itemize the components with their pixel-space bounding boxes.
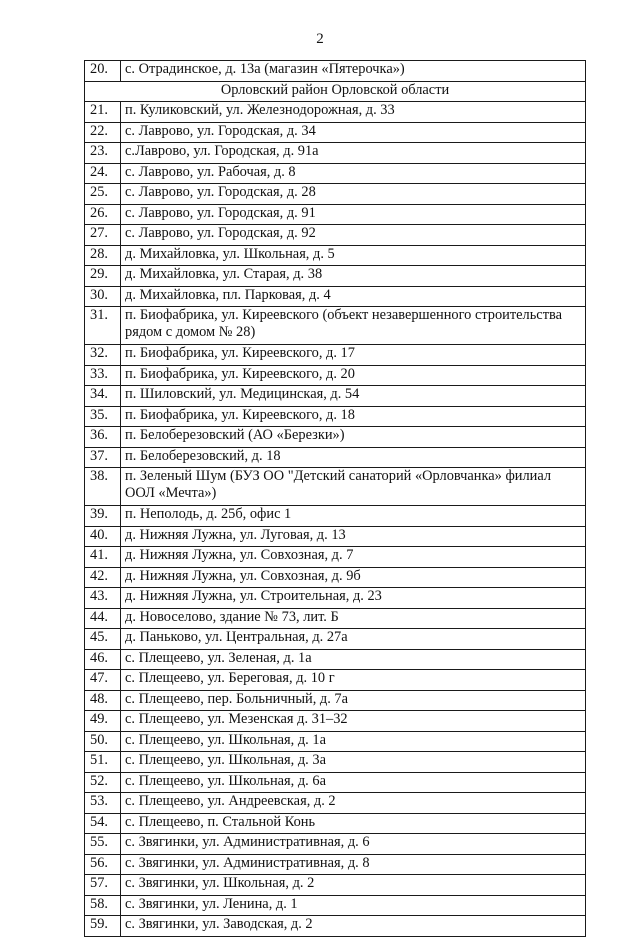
table-row [85,102,586,123]
row-number: 34. [85,386,121,407]
table-row [85,307,586,345]
row-number: 57. [85,875,121,896]
row-number: 42. [85,567,121,588]
table-row [85,526,586,547]
row-number: 28. [85,245,121,266]
table-row [85,772,586,793]
row-number: 31. [85,307,121,345]
row-number: 23. [85,143,121,164]
row-address: п. Белоберезовский, д. 18 [121,447,586,468]
row-address: с. Звягинки, ул. Административная, д. 6 [121,834,586,855]
row-number: 51. [85,752,121,773]
table-row [85,854,586,875]
table-row [85,588,586,609]
row-address: д. Михайловка, пл. Парковая, д. 4 [121,286,586,307]
table-row [85,447,586,468]
row-number: 48. [85,690,121,711]
table-row [85,895,586,916]
row-address: д. Паньково, ул. Центральная, д. 27а [121,629,586,650]
row-address: с. Плещеево, ул. Школьная, д. 6а [121,772,586,793]
row-number: 49. [85,711,121,732]
row-number: 29. [85,266,121,287]
table-row [85,690,586,711]
row-address: п. Шиловский, ул. Медицинская, д. 54 [121,386,586,407]
table-row [85,629,586,650]
row-address: д. Михайловка, ул. Школьная, д. 5 [121,245,586,266]
row-address: д. Новоселово, здание № 73, лит. Б [121,608,586,629]
row-address: п. Биофабрика, ул. Киреевского, д. 17 [121,345,586,366]
row-number: 38. [85,468,121,506]
table-row [85,427,586,448]
address-table-body [85,61,586,937]
row-number: 30. [85,286,121,307]
row-address: п. Неполодь, д. 25б, офис 1 [121,506,586,527]
row-number: 46. [85,649,121,670]
row-address: с. Лаврово, ул. Городская, д. 28 [121,184,586,205]
row-number: 41. [85,547,121,568]
row-address: д. Михайловка, ул. Старая, д. 38 [121,266,586,287]
row-address: п. Биофабрика, ул. Киреевского, д. 20 [121,365,586,386]
row-address: д. Нижняя Лужна, ул. Совхозная, д. 7 [121,547,586,568]
row-address: с. Звягинки, ул. Ленина, д. 1 [121,895,586,916]
table-row [85,752,586,773]
row-number: 58. [85,895,121,916]
row-address: с. Лаврово, ул. Городская, д. 34 [121,122,586,143]
row-number: 35. [85,406,121,427]
table-row [85,245,586,266]
table-row [85,406,586,427]
row-number: 26. [85,204,121,225]
row-number: 53. [85,793,121,814]
row-address: п. Зеленый Шум (БУЗ ОО "Детский санаторий «Орловчанка» филиал ООЛ «Мечта») [121,468,586,506]
table-row [85,649,586,670]
table-row [85,163,586,184]
row-number: 24. [85,163,121,184]
row-number: 50. [85,731,121,752]
row-address: с. Лаврово, ул. Городская, д. 92 [121,225,586,246]
row-number: 56. [85,854,121,875]
row-address: с. Отрадинское, д. 13а (магазин «Пятерочка») [121,61,586,82]
table-row [85,875,586,896]
row-number: 37. [85,447,121,468]
row-address: с. Плещеево, ул. Зеленая, д. 1а [121,649,586,670]
page-number: 2 [316,31,324,47]
table-row [85,266,586,287]
table-row [85,506,586,527]
row-number: 54. [85,813,121,834]
table-row [85,122,586,143]
row-number: 45. [85,629,121,650]
table-row [85,184,586,205]
table-row [85,670,586,691]
row-number: 21. [85,102,121,123]
table-row [85,143,586,164]
table-row [85,793,586,814]
table-row [85,813,586,834]
table-row [85,567,586,588]
row-address: п. Биофабрика, ул. Киреевского (объект незавершенного строительства рядом с домом № 28) [121,307,586,345]
section-heading-row [85,81,586,102]
row-address: п. Биофабрика, ул. Киреевского, д. 18 [121,406,586,427]
row-number: 20. [85,61,121,82]
row-number: 44. [85,608,121,629]
row-address: с. Лаврово, ул. Городская, д. 91 [121,204,586,225]
table-row [85,547,586,568]
address-table [84,60,586,937]
table-row [85,468,586,506]
table-row [85,711,586,732]
row-number: 33. [85,365,121,386]
row-address: с. Плещеево, пер. Больничный, д. 7а [121,690,586,711]
row-address: с. Звягинки, ул. Школьная, д. 2 [121,875,586,896]
row-address: с. Плещеево, ул. Школьная, д. 1а [121,731,586,752]
table-row [85,916,586,937]
row-number: 47. [85,670,121,691]
row-address: с.Лаврово, ул. Городская, д. 91а [121,143,586,164]
row-number: 59. [85,916,121,937]
row-address: п. Белоберезовский (АО «Березки») [121,427,586,448]
row-address: д. Нижняя Лужна, ул. Строительная, д. 23 [121,588,586,609]
row-number: 22. [85,122,121,143]
table-row [85,286,586,307]
row-address: с. Плещеево, ул. Береговая, д. 10 г [121,670,586,691]
row-number: 32. [85,345,121,366]
table-row [85,365,586,386]
row-number: 36. [85,427,121,448]
row-address: с. Плещеево, ул. Школьная, д. 3а [121,752,586,773]
row-number: 43. [85,588,121,609]
row-number: 39. [85,506,121,527]
section-heading: Орловский район Орловской области [85,81,586,102]
table-row [85,608,586,629]
row-address: с. Плещеево, ул. Андреевская, д. 2 [121,793,586,814]
table-row [85,204,586,225]
table-row [85,386,586,407]
table-row [85,834,586,855]
row-number: 27. [85,225,121,246]
row-number: 40. [85,526,121,547]
table-row [85,345,586,366]
row-address: с. Звягинки, ул. Заводская, д. 2 [121,916,586,937]
table-row [85,225,586,246]
row-address: с. Плещеево, п. Стальной Конь [121,813,586,834]
row-number: 25. [85,184,121,205]
table-row [85,731,586,752]
row-address: д. Нижняя Лужна, ул. Совхозная, д. 9б [121,567,586,588]
row-address: с. Лаврово, ул. Рабочая, д. 8 [121,163,586,184]
row-number: 52. [85,772,121,793]
row-address: с. Плещеево, ул. Мезенская д. 31–32 [121,711,586,732]
row-address: п. Куликовский, ул. Железнодорожная, д. 33 [121,102,586,123]
row-number: 55. [85,834,121,855]
row-address: д. Нижняя Лужна, ул. Луговая, д. 13 [121,526,586,547]
table-row [85,61,586,82]
row-address: с. Звягинки, ул. Административная, д. 8 [121,854,586,875]
